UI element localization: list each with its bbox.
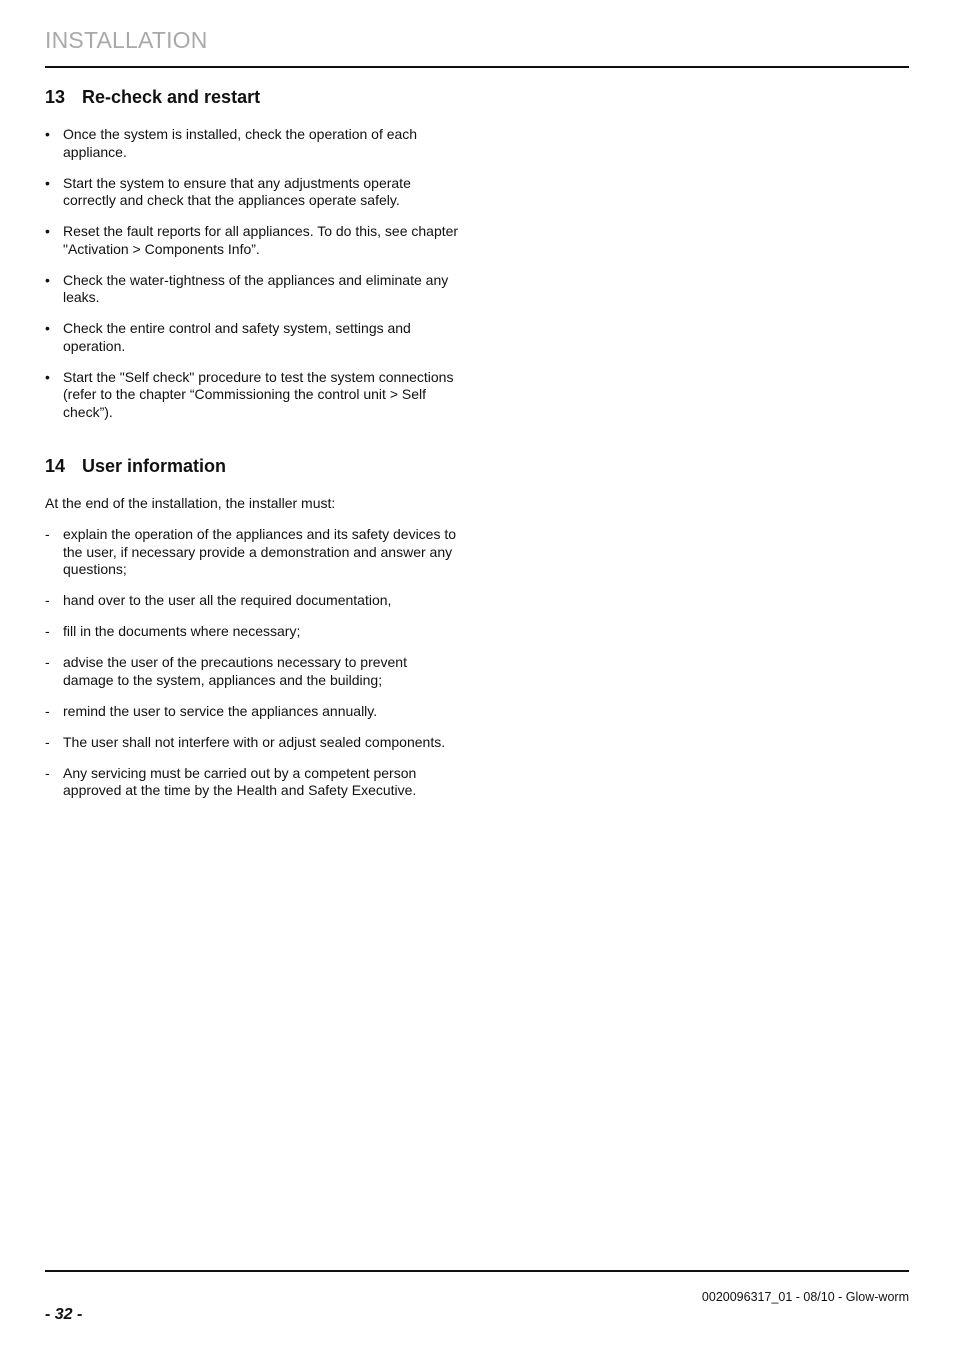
- list-item: [45, 526, 460, 579]
- bullet-list: [45, 126, 460, 421]
- list-item: [45, 654, 460, 689]
- section-recheck-restart: [45, 84, 460, 421]
- section-intro: At the end of the installation, the installer must:: [45, 495, 336, 511]
- dash-list: [45, 526, 460, 800]
- list-item: [45, 765, 460, 800]
- section-heading: [45, 453, 460, 479]
- list-item: [45, 703, 460, 721]
- list-item: [45, 223, 460, 258]
- list-item-text: The user shall not interfere with or adjust sealed components.: [63, 733, 446, 750]
- list-item: [45, 592, 460, 610]
- list-item-text: Start the system to ensure that any adjustments operate correctly and check that the appliances operate safely.: [63, 174, 411, 208]
- list-item-text: explain the operation of the appliances and its safety devices to the user, if necessary provide a demonstration and answer any questions;: [63, 526, 457, 577]
- list-item-text: Reset the fault reports for all appliances. To do this, see chapter "Activation > Components Info”.: [63, 223, 459, 257]
- bullet-marker: •: [45, 174, 50, 191]
- section-number: 13: [45, 87, 66, 107]
- list-item: [45, 320, 460, 355]
- list-item-text: hand over to the user all the required documentation,: [63, 592, 392, 608]
- list-item-text: Check the entire control and safety system, settings and operation.: [63, 320, 411, 354]
- list-item-text: Any servicing must be carried out by a competent person approved at the time by the Health and Safety Executive.: [63, 764, 417, 798]
- list-item-text: fill in the documents where necessary;: [63, 623, 301, 639]
- dash-marker: -: [45, 623, 50, 639]
- dash-marker: -: [45, 526, 50, 542]
- dash-marker: -: [45, 702, 50, 719]
- page-number: - 32 -: [45, 1306, 83, 1323]
- dash-marker: -: [45, 764, 50, 781]
- header-divider: [45, 66, 909, 68]
- bullet-marker: •: [45, 223, 50, 239]
- main-content: [45, 84, 460, 813]
- section-user-information: [45, 453, 460, 800]
- list-item-text: Start the "Self check" procedure to test the system connections (refer to the chapter “Commissioning the control unit > Self check”).: [63, 368, 454, 420]
- list-item-text: Check the water-tightness of the appliances and eliminate any leaks.: [63, 271, 449, 305]
- bullet-marker: •: [45, 271, 50, 288]
- dash-marker: -: [45, 654, 50, 670]
- list-item-text: Once the system is installed, check the operation of each appliance.: [63, 126, 418, 160]
- section-title: User information: [82, 456, 227, 476]
- document-reference: 0020096317_01 - 08/10 - Glow-worm: [701, 1290, 909, 1304]
- footer-divider: [45, 1270, 909, 1272]
- list-item: [45, 175, 460, 210]
- list-item: [45, 734, 460, 752]
- section-heading: [45, 84, 460, 110]
- list-item: [45, 272, 460, 307]
- list-item: [45, 369, 460, 422]
- list-item-text: remind the user to service the appliances annually.: [63, 702, 378, 719]
- section-title: Re-check and restart: [82, 87, 261, 107]
- section-number: 14: [45, 456, 66, 476]
- page-header-title: INSTALLATION: [45, 27, 208, 53]
- bullet-marker: •: [45, 126, 50, 142]
- list-item: [45, 623, 460, 641]
- dash-marker: -: [45, 733, 50, 750]
- bullet-marker: •: [45, 320, 50, 336]
- dash-marker: -: [45, 592, 50, 608]
- bullet-marker: •: [45, 368, 50, 385]
- list-item: [45, 126, 460, 161]
- list-item-text: advise the user of the precautions necessary to prevent damage to the system, appliances and the building;: [63, 654, 407, 688]
